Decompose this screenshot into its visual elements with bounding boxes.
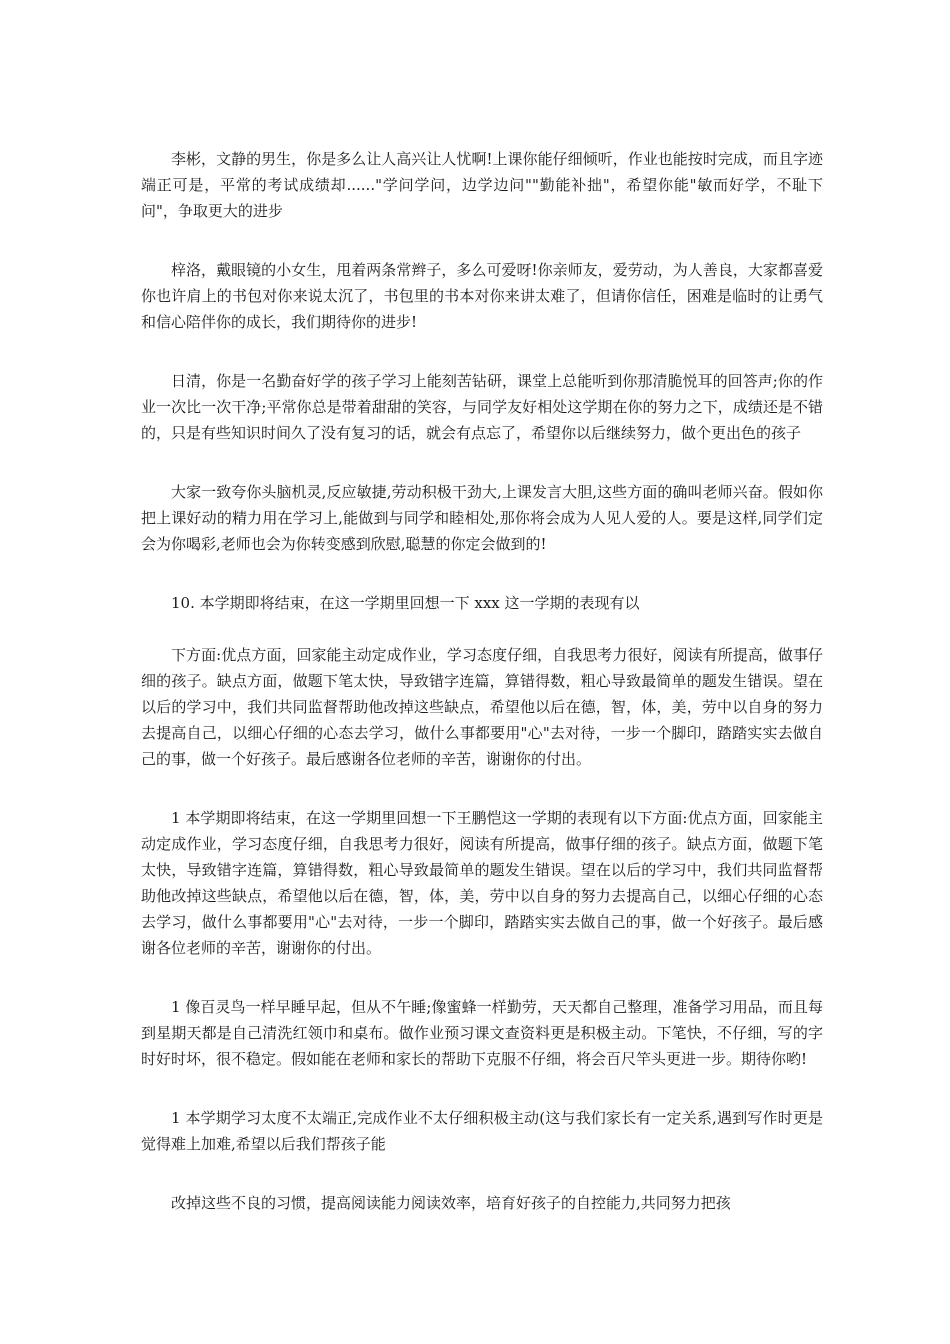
document-body: [141, 146, 823, 1249]
comment-paragraph-6: 下方面:优点方面，回家能主动定成作业，学习态度仔细，自我思考力很好，阅读有所提高，做事仔细的孩子。缺点方面，做题下笔太快，导致错字连篇，算错得数，粗心导致最简单的题发生错误。望在以后的学习中，我们共同监督帮助他改掉这些缺点，希望他以后在德，智，体，美，劳中以自身的努力去提高自己，以细心仔细的心态去学习，做什么事都要用"心"去对待，一步一个脚印，踏踏实实去做自己的事，做一个好孩子。最后感谢各位老师的辛苦，谢谢你的付出。: [141, 646, 823, 768]
comment-paragraph-9: 1 本学期学习太度不太端正,完成作业不太仔细积极主动(这与我们家长有一定关系,遇到写作时更是觉得难上加难,希望以后我们帮孩子能: [141, 1109, 823, 1153]
comment-paragraph-2: 梓洛，戴眼镜的小女生，甩着两条常辫子，多么可爱呀!你亲师友，爱劳动，为人善良，大家都喜爱你也许肩上的书包对你来说太沉了，书包里的书本对你来讲太难了，但请你信任，困难是临时的让勇气和信心陪伴你的成长，我们期待你的进步!: [141, 261, 823, 331]
comment-paragraph-1: 李彬，文静的男生，你是多么让人高兴让人忧啊!上课你能仔细倾听，作业也能按时完成，而且字迹端正可是，平常的考试成绩却......"学问学问，边学边问""勤能补拙"，希望你能"敏而好学，不耻下问"，争取更大的进步: [141, 150, 823, 220]
comment-paragraph-10: 改掉这些不良的习惯，提高阅读能力阅读效率，培育好孩子的自控能力,共同努力把孩: [171, 1194, 731, 1212]
comment-paragraph-8: 1 像百灵鸟一样早睡早起，但从不午睡;像蜜蜂一样勤劳，天天都自己整理，准备学习用品，而且每到星期天都是自己清洗红领巾和桌布。做作业预习课文查资料更是积极主动。下笔快，不仔细，写的字时好时坏，很不稳定。假如能在老师和家长的帮助下克服不仔细，将会百尺竿头更进一步。期待你哟!: [141, 998, 823, 1068]
comment-paragraph-4: 大家一致夸你头脑机灵,反应敏捷,劳动积极干劲大,上课发言大胆,这些方面的确叫老师兴奋。假如你把上课好动的精力用在学习上,能做到与同学和睦相处,那你将会成为人见人爱的人。要是这样,同学们定会为你喝彩,老师也会为你转变感到欣慰,聪慧的你定会做到的!: [141, 483, 823, 553]
comment-paragraph-3: 日清，你是一名勤奋好学的孩子学习上能刻苦钻研，课堂上总能听到你那清脆悦耳的回答声;你的作业一次比一次干净;平常你总是带着甜甜的笑容，与同学友好相处这学期在你的努力之下，成绩还是不错的，只是有些知识时间久了没有复习的话，就会有点忘了，希望你以后继续努力，做个更出色的孩子: [141, 372, 823, 442]
comment-paragraph-7: 1 本学期即将结束，在这一学期里回想一下王鹏恺这一学期的表现有以下方面:优点方面，回家能主动定成作业，学习态度仔细，自我思考力很好，阅读有所提高，做事仔细的孩子。缺点方面，做题下笔太快，导致错字连篇，算错得数，粗心导致最简单的题发生错误。望在以后的学习中，我们共同监督帮助他改掉这些缺点，希望他以后在德，智，体，美，劳中以自身的努力去提高自己，以细心仔细的心态去学习，做什么事都要用"心"去对待，一步一个脚印，踏踏实实去做自己的事，做一个好孩子。最后感谢各位老师的辛苦，谢谢你的付出。: [141, 809, 823, 957]
comment-paragraph-5-heading: 10. 本学期即将结束，在这一学期里回想一下 xxx 这一学期的表现有以: [171, 594, 640, 612]
